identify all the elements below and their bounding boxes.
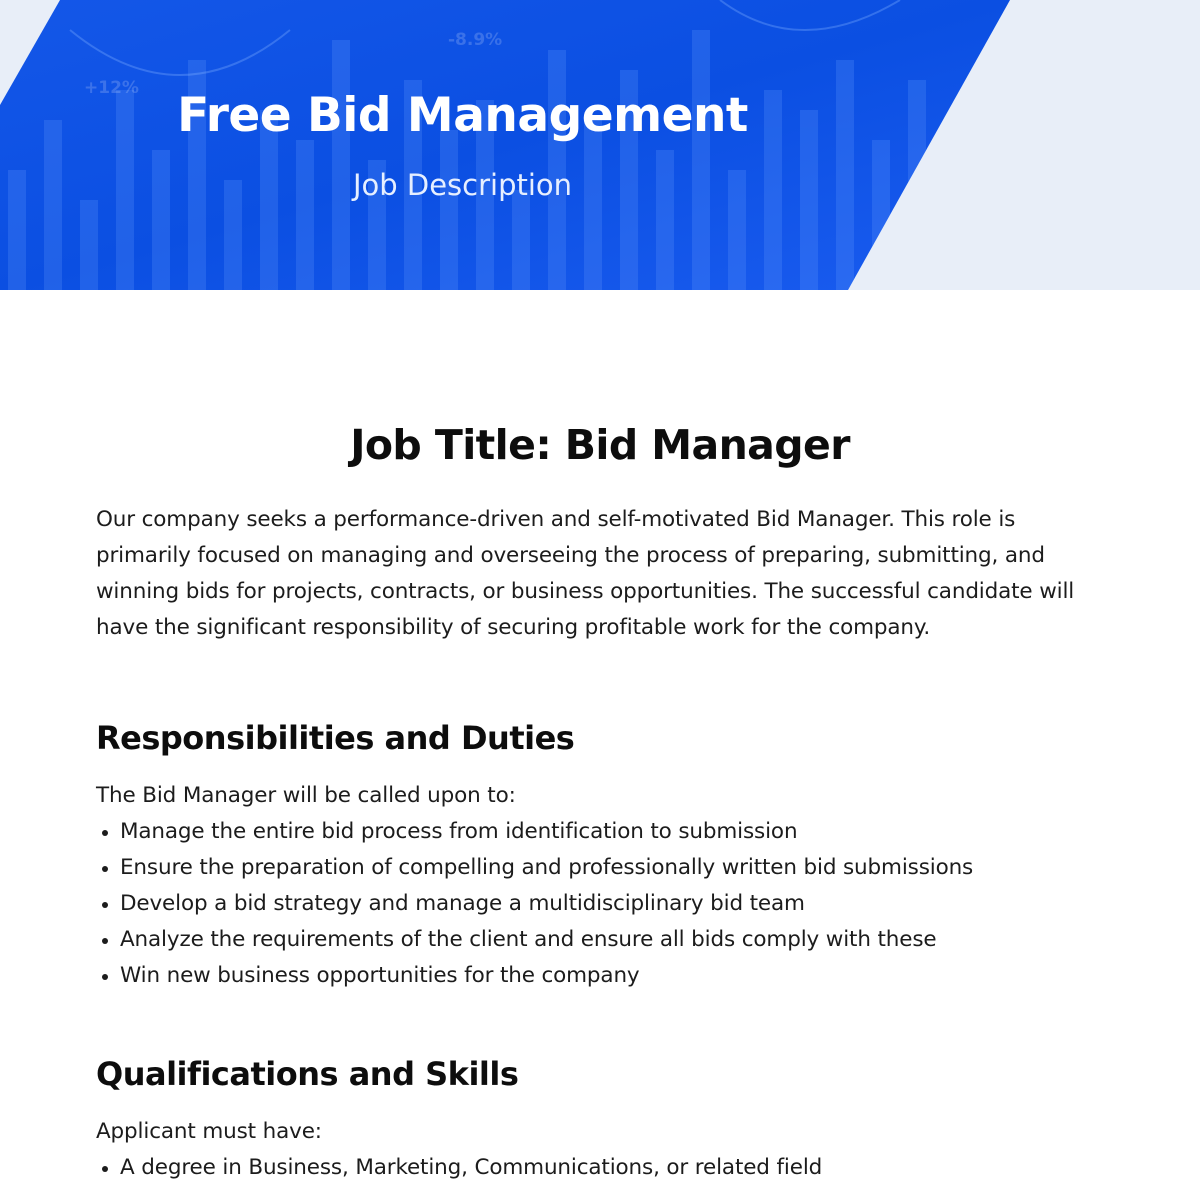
list-item (96, 850, 1104, 886)
document-body (96, 420, 1104, 1186)
qualifications-list (96, 1150, 1104, 1186)
banner-background-graphic (0, 0, 1200, 290)
list-item-text: Develop a bid strategy and manage a multidisciplinary bid team (120, 891, 805, 916)
qualifications-heading: Qualifications and Skills (96, 1055, 519, 1093)
banner-deco-bar (584, 120, 602, 290)
banner-deco-label: -8.9% (448, 30, 503, 50)
header-banner (0, 0, 1200, 290)
banner-deco-bar (440, 130, 458, 290)
qualifications-section (96, 1054, 1104, 1186)
bullet-icon (102, 830, 108, 836)
list-item-text: Win new business opportunities for the company (120, 963, 640, 988)
intro-paragraph: Our company seeks a performance-driven and self-motivated Bid Manager. This role is primarily focused on managing and overseeing the process of preparing, submitting, and winning bids for projects, contracts, or business opportunities. The successful candidate will have the significant responsibility of securing profitable work for the company. (96, 507, 1075, 640)
list-item (96, 922, 1104, 958)
bullet-icon (102, 1166, 108, 1172)
responsibilities-section (96, 718, 1104, 994)
banner-deco-bar (296, 140, 314, 290)
bullet-icon (102, 974, 108, 980)
responsibilities-lead: The Bid Manager will be called upon to: (96, 783, 516, 808)
responsibilities-heading: Responsibilities and Duties (96, 719, 575, 757)
list-item (96, 1150, 1104, 1186)
banner-deco-bar (512, 190, 530, 290)
banner-deco-label: +12% (84, 78, 139, 98)
banner-subtitle: Job Description (352, 168, 573, 202)
bullet-icon (102, 866, 108, 872)
list-item (96, 958, 1104, 994)
bullet-icon (102, 902, 108, 908)
list-item-text: Manage the entire bid process from identification to submission (120, 819, 798, 844)
banner-deco-bar (80, 200, 98, 290)
qualifications-lead: Applicant must have: (96, 1119, 322, 1144)
responsibilities-list (96, 814, 1104, 994)
list-item (96, 886, 1104, 922)
banner-deco-bar (44, 120, 62, 290)
bullet-icon (102, 938, 108, 944)
banner-title: Free Bid Management (177, 88, 748, 143)
list-item-text: A degree in Business, Marketing, Communications, or related field (120, 1155, 823, 1180)
list-item-text: Ensure the preparation of compelling and professionally written bid submissions (120, 855, 974, 880)
banner-deco-bar (692, 30, 710, 290)
list-item-text: Analyze the requirements of the client and ensure all bids comply with these (120, 927, 937, 952)
list-item (96, 814, 1104, 850)
banner-deco-bar (332, 40, 350, 290)
job-title: Job Title: Bid Manager (350, 421, 850, 469)
